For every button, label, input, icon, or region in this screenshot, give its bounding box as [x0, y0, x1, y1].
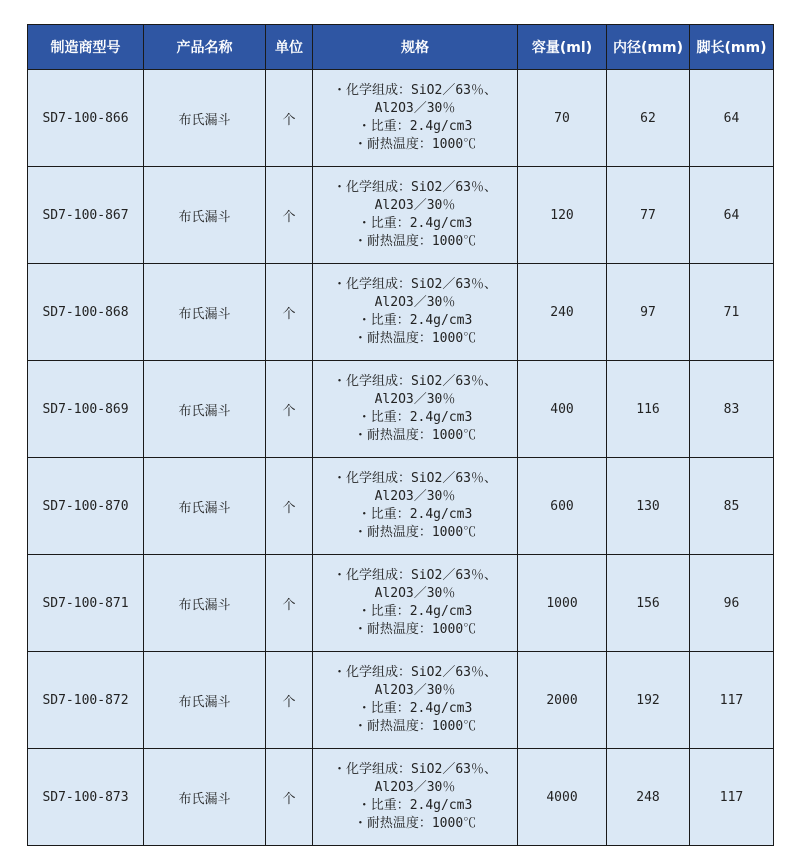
capacity-cell: 2000 — [518, 652, 607, 749]
spec-line: ・化学组成：SiO2／63％、 — [333, 471, 497, 486]
table-body — [28, 70, 774, 846]
unit-cell: 个 — [266, 361, 313, 458]
spec-lines — [333, 179, 497, 251]
spec-line: ・耐热温度：1000℃ — [353, 525, 477, 540]
model-cell: SD7-100-869 — [28, 361, 144, 458]
spec-line: ・化学组成：SiO2／63％、 — [333, 180, 497, 195]
inner-diameter-cell: 62 — [607, 70, 690, 167]
spec-line: ・耐热温度：1000℃ — [353, 234, 477, 249]
spec-lines — [333, 761, 497, 833]
spec-cell — [313, 264, 518, 361]
product-name-cell: 布氏漏斗 — [144, 264, 266, 361]
product-name-cell: 布氏漏斗 — [144, 70, 266, 167]
leg-length-cell: 71 — [690, 264, 774, 361]
spec-line: ・耐热温度：1000℃ — [353, 622, 477, 637]
table-row — [28, 361, 774, 458]
leg-length-cell: 117 — [690, 749, 774, 846]
spec-cell — [313, 167, 518, 264]
spec-line: ・比重：2.4g/cm3 — [357, 216, 473, 231]
spec-line: Al2O3／30％ — [374, 489, 456, 504]
leg-length-cell: 64 — [690, 70, 774, 167]
model-cell: SD7-100-868 — [28, 264, 144, 361]
capacity-cell: 1000 — [518, 555, 607, 652]
capacity-cell: 240 — [518, 264, 607, 361]
unit-cell: 个 — [266, 167, 313, 264]
spec-line: ・耐热温度：1000℃ — [353, 428, 477, 443]
unit-cell: 个 — [266, 70, 313, 167]
spec-line: ・耐热温度：1000℃ — [353, 719, 477, 734]
inner-diameter-cell: 130 — [607, 458, 690, 555]
model-cell: SD7-100-867 — [28, 167, 144, 264]
product-spec-table — [27, 24, 774, 846]
spec-cell — [313, 749, 518, 846]
capacity-cell: 600 — [518, 458, 607, 555]
model-cell: SD7-100-866 — [28, 70, 144, 167]
header-row — [28, 25, 774, 70]
spec-cell — [313, 555, 518, 652]
table-row — [28, 749, 774, 846]
spec-line: Al2O3／30％ — [374, 101, 456, 116]
model-cell: SD7-100-872 — [28, 652, 144, 749]
header-name: 产品名称 — [144, 25, 266, 70]
leg-length-cell: 96 — [690, 555, 774, 652]
inner-diameter-cell: 77 — [607, 167, 690, 264]
spec-line: ・比重：2.4g/cm3 — [357, 313, 473, 328]
spec-line: ・比重：2.4g/cm3 — [357, 604, 473, 619]
leg-length-cell: 64 — [690, 167, 774, 264]
spec-cell — [313, 652, 518, 749]
inner-diameter-cell: 248 — [607, 749, 690, 846]
product-name-cell: 布氏漏斗 — [144, 167, 266, 264]
model-cell: SD7-100-873 — [28, 749, 144, 846]
spec-line: ・化学组成：SiO2／63％、 — [333, 665, 497, 680]
unit-cell: 个 — [266, 458, 313, 555]
spec-line: Al2O3／30％ — [374, 198, 456, 213]
capacity-cell: 120 — [518, 167, 607, 264]
spec-line: Al2O3／30％ — [374, 392, 456, 407]
header-leg-length: 脚长(mm) — [690, 25, 774, 70]
inner-diameter-cell: 156 — [607, 555, 690, 652]
spec-line: ・比重：2.4g/cm3 — [357, 507, 473, 522]
model-cell: SD7-100-871 — [28, 555, 144, 652]
leg-length-cell: 85 — [690, 458, 774, 555]
table-row — [28, 555, 774, 652]
spec-cell — [313, 361, 518, 458]
header-model: 制造商型号 — [28, 25, 144, 70]
unit-cell: 个 — [266, 264, 313, 361]
spec-lines — [333, 82, 497, 154]
product-name-cell: 布氏漏斗 — [144, 361, 266, 458]
spec-line: ・比重：2.4g/cm3 — [357, 119, 473, 134]
spec-line: ・比重：2.4g/cm3 — [357, 701, 473, 716]
model-cell: SD7-100-870 — [28, 458, 144, 555]
capacity-cell: 70 — [518, 70, 607, 167]
spec-line: ・耐热温度：1000℃ — [353, 816, 477, 831]
spec-cell — [313, 458, 518, 555]
product-name-cell: 布氏漏斗 — [144, 652, 266, 749]
spec-lines — [333, 470, 497, 542]
spec-lines — [333, 276, 497, 348]
table-row — [28, 458, 774, 555]
header-spec: 规格 — [313, 25, 518, 70]
header-capacity: 容量(ml) — [518, 25, 607, 70]
table-row — [28, 167, 774, 264]
spec-line: ・比重：2.4g/cm3 — [357, 410, 473, 425]
capacity-cell: 4000 — [518, 749, 607, 846]
leg-length-cell: 117 — [690, 652, 774, 749]
inner-diameter-cell: 116 — [607, 361, 690, 458]
capacity-cell: 400 — [518, 361, 607, 458]
spec-line: ・耐热温度：1000℃ — [353, 137, 477, 152]
leg-length-cell: 83 — [690, 361, 774, 458]
spec-line: ・耐热温度：1000℃ — [353, 331, 477, 346]
spec-line: Al2O3／30％ — [374, 586, 456, 601]
table-row — [28, 70, 774, 167]
spec-line: ・化学组成：SiO2／63％、 — [333, 568, 497, 583]
spec-lines — [333, 567, 497, 639]
table-row — [28, 652, 774, 749]
spec-line: ・化学组成：SiO2／63％、 — [333, 374, 497, 389]
spec-line: Al2O3／30％ — [374, 780, 456, 795]
spec-lines — [333, 373, 497, 445]
unit-cell: 个 — [266, 652, 313, 749]
spec-line: ・化学组成：SiO2／63％、 — [333, 277, 497, 292]
table-header — [28, 25, 774, 70]
spec-line: ・化学组成：SiO2／63％、 — [333, 83, 497, 98]
spec-line: ・比重：2.4g/cm3 — [357, 798, 473, 813]
table-row — [28, 264, 774, 361]
spec-line: Al2O3／30％ — [374, 683, 456, 698]
inner-diameter-cell: 97 — [607, 264, 690, 361]
product-name-cell: 布氏漏斗 — [144, 458, 266, 555]
product-name-cell: 布氏漏斗 — [144, 749, 266, 846]
header-inner-diameter: 内径(mm) — [607, 25, 690, 70]
spec-line: Al2O3／30％ — [374, 295, 456, 310]
header-unit: 单位 — [266, 25, 313, 70]
spec-line: ・化学组成：SiO2／63％、 — [333, 762, 497, 777]
product-name-cell: 布氏漏斗 — [144, 555, 266, 652]
spec-cell — [313, 70, 518, 167]
inner-diameter-cell: 192 — [607, 652, 690, 749]
unit-cell: 个 — [266, 749, 313, 846]
unit-cell: 个 — [266, 555, 313, 652]
spec-lines — [333, 664, 497, 736]
